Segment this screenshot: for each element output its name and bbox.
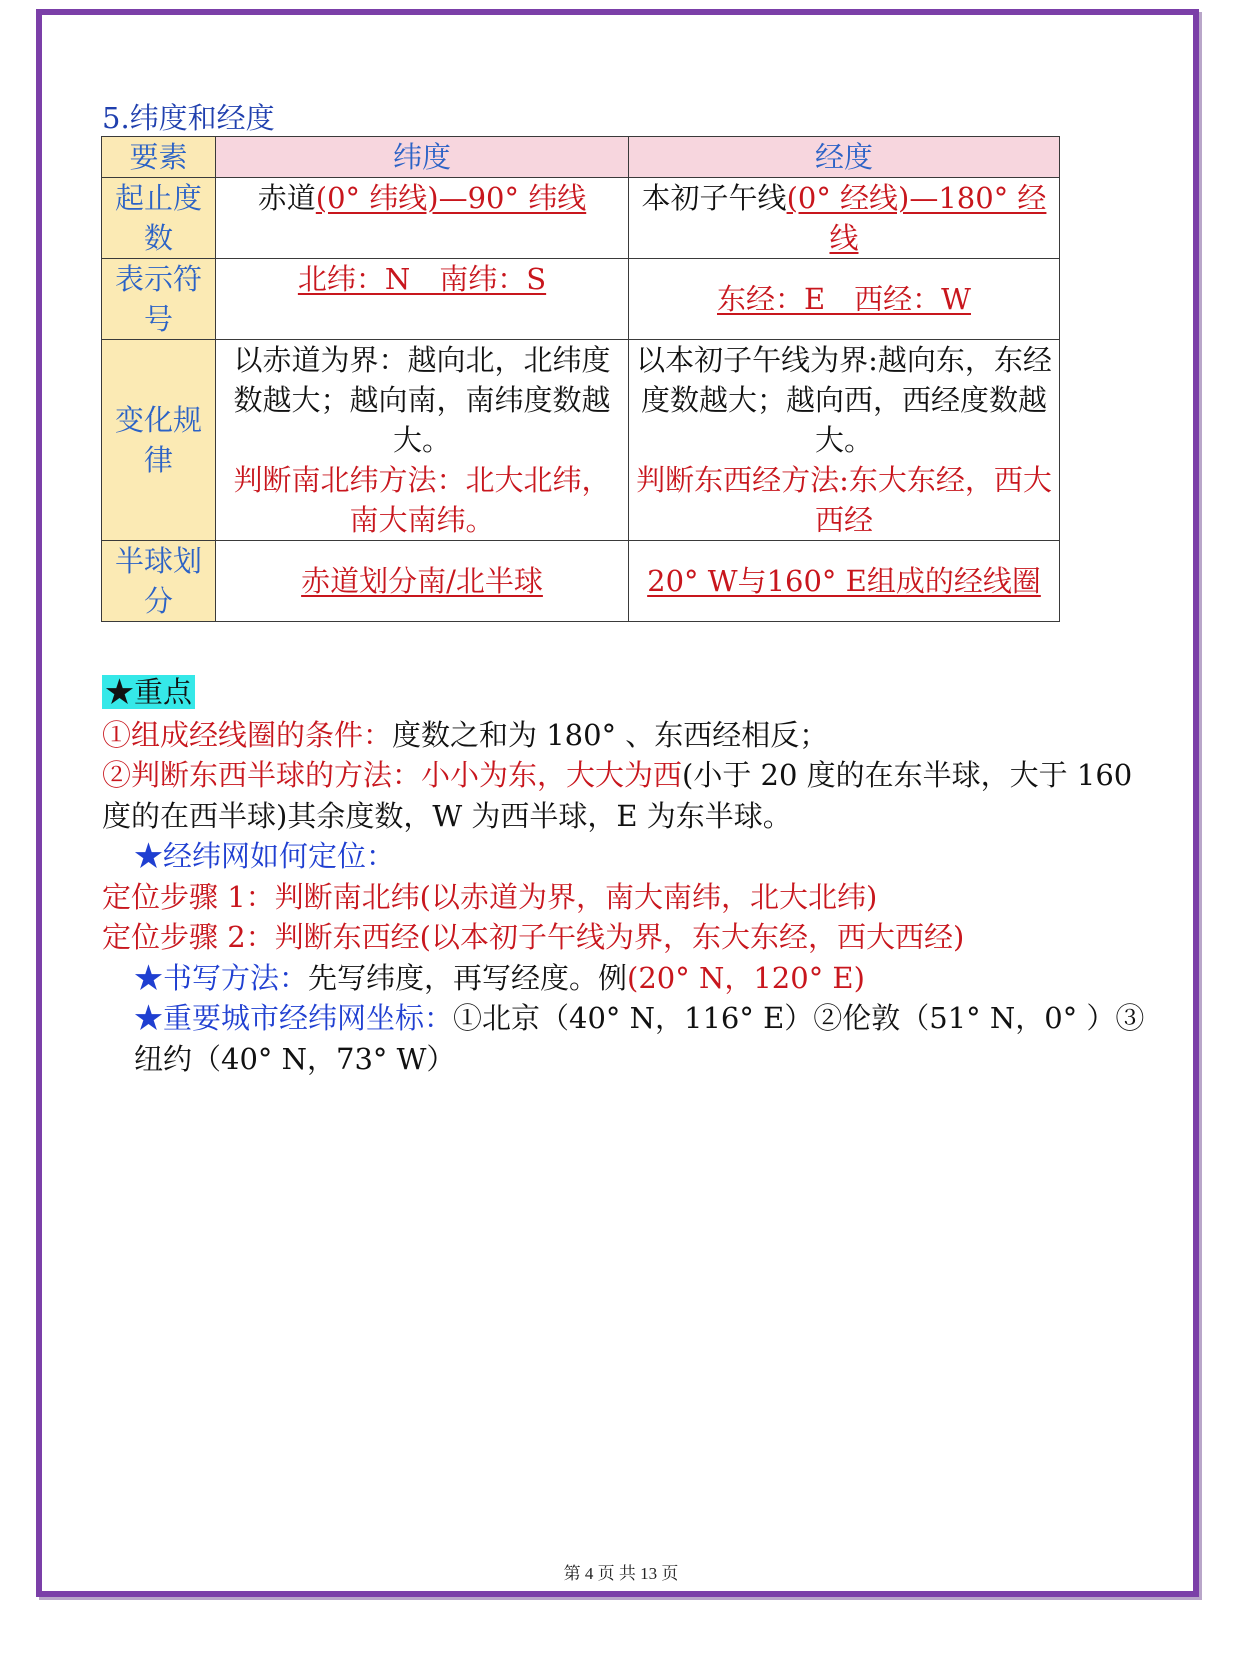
header-longitude: 经度 xyxy=(629,137,1060,178)
step-2: 定位步骤 2：判断东西经(以本初子午线为界，东大东经，西大西经) xyxy=(102,920,965,954)
row-label: 起止度数 xyxy=(102,178,216,259)
lat-symbol-cell xyxy=(216,259,629,340)
step-1: 定位步骤 1：判断南北纬(以赤道为界，南大南纬，北大北纬) xyxy=(102,879,878,914)
lat-range-plain: 赤道 xyxy=(257,181,316,215)
table-row xyxy=(102,259,1060,340)
lat-hemisphere-red: 赤道划分南/北半球 xyxy=(301,564,543,598)
table-header-row xyxy=(102,137,1060,178)
lat-rule-cell xyxy=(216,340,629,541)
grid-heading: ★经纬网如何定位： xyxy=(134,839,396,873)
write-method: ★书写方法：先写纬度，再写经度。例(20° N，120° E) xyxy=(134,960,865,995)
section-title: 5.纬度和经度 xyxy=(102,101,275,135)
lat-rule-red: 判断南北纬方法：北大北纬，南大南纬。 xyxy=(233,463,611,537)
lon-hemisphere-cell xyxy=(629,541,1060,622)
lat-lon-table xyxy=(101,136,1060,622)
lat-rule-plain: 以赤道为界：越向北，北纬度数越大；越向南，南纬度数越大。 xyxy=(233,343,611,457)
lon-symbol-red: 东经：E 西经：W xyxy=(717,282,971,316)
lon-range-plain: 本初子午线 xyxy=(641,181,787,215)
table-row xyxy=(102,178,1060,259)
header-latitude: 纬度 xyxy=(216,137,629,178)
lat-symbol-red: 北纬：N 南纬：S xyxy=(297,262,547,296)
table-row xyxy=(102,340,1060,541)
lon-rule-plain: 以本初子午线为界:越向东，东经度数越大；越向西，西经度数越大。 xyxy=(636,343,1052,457)
lon-symbol-cell xyxy=(629,259,1060,340)
note-2: ②判断东西半球的方法：小小为东，大大为西(小于 20 度的在东半球，大于 160 度的在西半球)其余度数，W 为西半球，E 为东半球。 xyxy=(102,758,1133,833)
lon-range-red: (0° 经线)—180° 经线 xyxy=(786,181,1047,255)
city-coordinates: ★重要城市经纬网坐标：①北京（40° N，116° E）②伦敦（51° N，0° ）③纽约（40° N，73° W） xyxy=(134,1001,1145,1076)
lon-rule-red: 判断东西经方法:东大东经，西大西经 xyxy=(636,463,1052,537)
table-row xyxy=(102,541,1060,622)
lon-rule-cell xyxy=(629,340,1060,541)
row-label: 半球划分 xyxy=(102,541,216,622)
row-label: 表示符号 xyxy=(102,259,216,340)
row-label: 变化规律 xyxy=(102,340,216,541)
lon-range-cell xyxy=(629,178,1060,259)
key-point-label: ★重点 xyxy=(102,675,195,709)
key-notes xyxy=(102,672,1152,1079)
page-number: 第 4 页 共 13 页 xyxy=(563,1564,679,1583)
lat-hemisphere-cell xyxy=(216,541,629,622)
lon-hemisphere-red: 20° W与160° E组成的经线圈 xyxy=(647,564,1041,598)
lat-range-cell xyxy=(216,178,629,259)
note-1: ①组成经线圈的条件：度数之和为 180° 、东西经相反； xyxy=(102,717,829,752)
header-element: 要素 xyxy=(102,137,216,178)
lat-range-red: (0° 纬线)—90° 纬线 xyxy=(315,181,587,215)
